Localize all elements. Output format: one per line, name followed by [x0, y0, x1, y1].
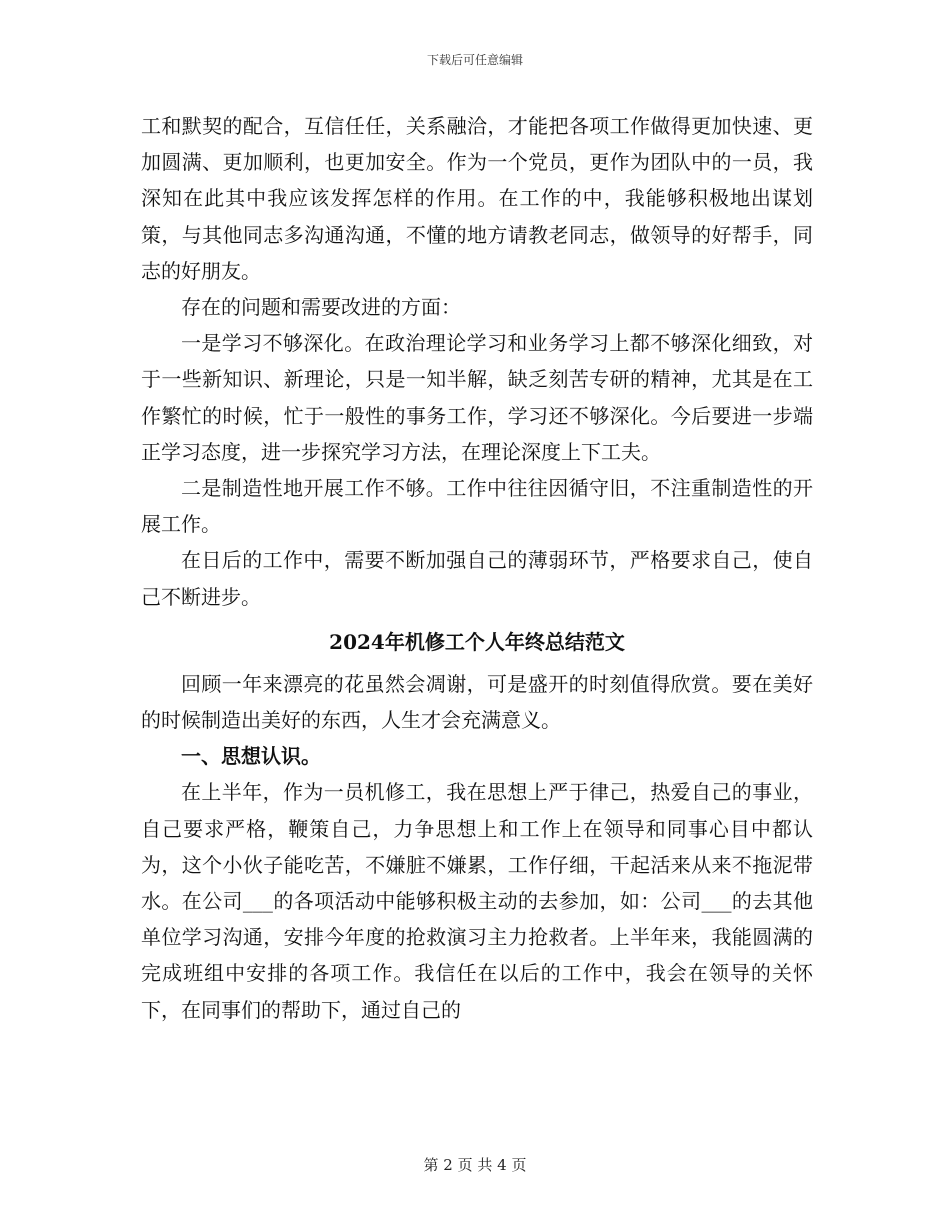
paragraph-issue-two: 二是制造性地开展工作不够。工作中往往因循守旧，不注重制造性的开展工作。 — [141, 476, 813, 537]
document-body — [141, 108, 813, 1028]
paragraph-thoughts: 在上半年，作为一员机修工，我在思想上严于律己，热爱自己的事业，自己要求严格，鞭策自己，力争思想上和工作上在领导和同事心目中都认为，这个小伙子能吃苦，不嫌脏不嫌累，工作仔细，干起活来从来不拖泥带水。在公司___的各项活动中能够积极主动的去参加，如：公司___的去其他单位学习沟通，安排今年度的抢救演习主力抢救者。上半年来，我能圆满的完成班组中安排的各项工作。我信任在以后的工作中，我会在领导的关怀下，在同事们的帮助下，通过自己的 — [141, 780, 813, 1022]
paragraph-issues-heading: 存在的问题和需要改进的方面： — [181, 295, 461, 320]
paragraph-future: 在日后的工作中，需要不断加强自己的薄弱环节，严格要求自己，使自己不断进步。 — [141, 548, 813, 609]
document-title: 2024年机修工个人年终总结范文 — [329, 629, 625, 654]
page-header: 下载后可任意编辑 — [426, 53, 523, 67]
page-number: 第 2 页 共 4 页 — [423, 1156, 527, 1174]
paragraph-issue-one: 一是学习不够深化。在政治理论学习和业务学习上都不够深化细致，对于一些新知识、新理论，只是一知半解，缺乏刻苦专研的精神，尤其是在工作繁忙的时候，忙于一般性的事务工作，学习还不够深化。今后要进一步端正学习态度，进一步探究学习方法，在理论深度上下工夫。 — [141, 331, 813, 464]
paragraph-continuation: 工和默契的配合，互信任任，关系融洽，才能把各项工作做得更加快速、更加圆满、更加顺利，也更加安全。作为一个党员，更作为团队中的一员，我深知在此其中我应该发挥怎样的作用。在工作的中，我能够积极地出谋划策，与其他同志多沟通沟通，不懂的地方请教老同志，做领导的好帮手，同志的好朋友。 — [141, 114, 813, 283]
paragraph-intro: 回顾一年来漂亮的花虽然会凋谢，可是盛开的时刻值得欣赏。要在美好的时候制造出美好的东西，人生才会充满意义。 — [141, 671, 813, 733]
section-heading-thoughts: 一、思想认识。 — [181, 744, 321, 769]
